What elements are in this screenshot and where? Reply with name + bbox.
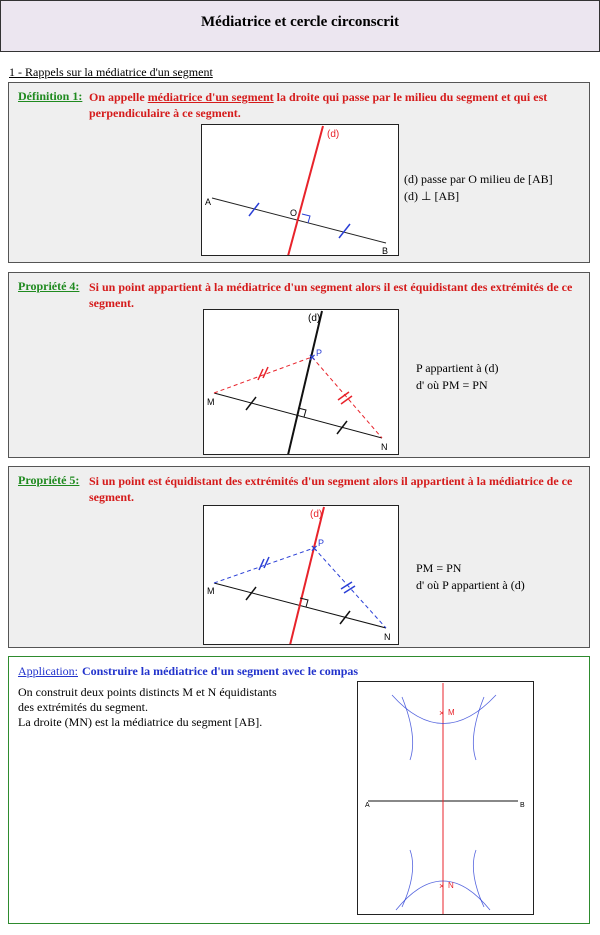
- perpendicular-bisector-line: [288, 126, 323, 256]
- point-p-cross: ×: [311, 543, 318, 555]
- property4-figure: [203, 309, 399, 455]
- definition-figure: [201, 124, 399, 256]
- double-mark-pm-1: [259, 559, 264, 570]
- point-p-label: P: [316, 348, 323, 358]
- point-a-label: A: [365, 802, 370, 809]
- property4-card: [8, 272, 590, 458]
- page-title: Médiatrice et cercle circonscrit: [200, 14, 400, 30]
- property5-text: Si un point est équidistant des extrémités d'un segment alors il appartient à la médiatrice de ce segment.: [89, 474, 573, 504]
- arc-lower-right: [473, 850, 484, 907]
- point-n-label: N: [448, 881, 454, 890]
- application-label: Application:: [18, 664, 78, 678]
- property4-notes: P appartient à (d) d' où PM = PN: [416, 361, 499, 392]
- mediatrice-line: [290, 507, 324, 645]
- double-mark-pm-2: [264, 557, 269, 568]
- dashed-pm: [214, 548, 314, 583]
- line-label-d: (d): [310, 509, 323, 520]
- mediatrice-line: [288, 311, 322, 455]
- point-o-label: O: [290, 208, 298, 218]
- dashed-pn: [314, 548, 386, 628]
- definition-card: [8, 82, 590, 263]
- title-banner: [0, 0, 600, 52]
- point-b-label: B: [520, 802, 525, 809]
- definition-text: On appelle médiatrice d'un segment la droite qui passe par le milieu du segment et qui est perpendiculaire à ce segment.: [89, 90, 548, 120]
- point-m-label: M: [207, 586, 215, 596]
- property5-figure: [203, 505, 399, 645]
- definition-notes: (d) passe par O milieu de [AB] (d) ⊥ [AB]: [404, 172, 553, 203]
- double-mark-pm-2: [263, 367, 268, 378]
- double-mark-pm-1: [258, 369, 263, 380]
- property5-label: Propriété 5:: [18, 473, 80, 487]
- point-n-label: N: [384, 632, 391, 642]
- dashed-pn: [312, 357, 382, 438]
- line-label-d: (d): [327, 129, 340, 140]
- point-p-cross: ×: [309, 352, 316, 364]
- point-n-cross: ×: [439, 881, 445, 891]
- property4-text: Si un point appartient à la médiatrice d'un segment alors il est équidistant des extrémités de ce segment.: [89, 280, 573, 310]
- arc-upper-right: [473, 697, 484, 760]
- application-body: On construit deux points distincts M et N équidistants des extrémités du segment. La droite (MN) est la médiatrice du segment [AB].: [18, 685, 277, 729]
- property5-card: [8, 466, 590, 648]
- point-m-cross: ×: [439, 708, 445, 718]
- application-heading: [18, 662, 358, 680]
- point-p-label: P: [318, 538, 325, 548]
- definition-label: Définition 1:: [18, 89, 83, 103]
- double-mark-pn-1: [341, 582, 352, 589]
- point-m-label: M: [207, 397, 215, 407]
- application-text: Construire la médiatrice d'un segment avec le compas: [82, 664, 359, 678]
- segment-ab: [212, 198, 386, 243]
- point-b-label: B: [382, 246, 389, 256]
- section-heading: 1 - Rappels sur la médiatrice d'un segment: [9, 65, 213, 79]
- equal-mark-right: [340, 611, 350, 624]
- equal-mark-right: [337, 421, 347, 434]
- arc-lower-left: [402, 850, 413, 907]
- point-a-label: A: [205, 197, 212, 207]
- point-n-label: N: [381, 442, 388, 452]
- property5-notes: PM = PN d' où P appartient à (d): [416, 561, 525, 592]
- property4-label: Propriété 4:: [18, 279, 80, 293]
- application-card: [8, 656, 590, 924]
- application-figure: [357, 681, 534, 915]
- dashed-pm: [214, 357, 312, 393]
- line-label-d: (d): [308, 313, 321, 324]
- point-m-label: M: [448, 708, 455, 717]
